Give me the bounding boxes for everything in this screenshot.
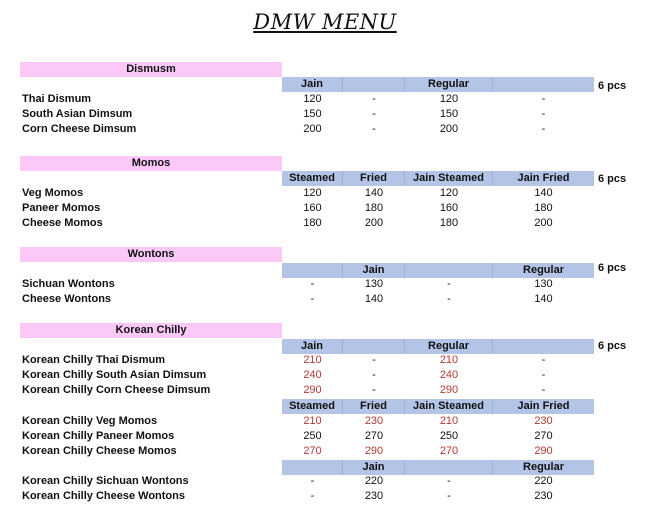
price-cell: 270 (534, 430, 553, 442)
price-cell: - (372, 354, 376, 366)
column-header-cell: Steamed (282, 399, 343, 414)
column-header-cell: Regular (523, 461, 564, 473)
column-header-cell (282, 263, 343, 278)
column-header-cell: Fried (343, 399, 405, 414)
price-cell: 220 (364, 475, 384, 487)
price-cell: 150 (303, 108, 322, 120)
price-cell: 270 (303, 445, 322, 457)
price-cell: - (447, 475, 451, 487)
column-header-cell: Jain (282, 77, 343, 92)
price-cell: - (310, 278, 315, 290)
price-cell: 140 (364, 187, 384, 199)
price-cell: 250 (303, 430, 322, 442)
price-cell: 180 (364, 202, 384, 214)
column-header-cell (493, 339, 594, 354)
price-cell: - (372, 108, 376, 120)
column-header-cell (405, 263, 493, 278)
price-cell: - (447, 490, 451, 502)
price-cell: 200 (364, 217, 384, 229)
menu-title: DMW MENU (253, 10, 397, 34)
column-header-cell (405, 460, 493, 475)
item-name: Cheese Wontons (22, 293, 112, 305)
menu-item-row (22, 186, 594, 201)
price-cell: 140 (534, 293, 553, 305)
menu-item-row (22, 489, 594, 504)
price-cell: 130 (364, 278, 384, 290)
price-cell: 290 (303, 384, 322, 396)
price-cell: 140 (534, 187, 553, 199)
price-cell: - (372, 384, 376, 396)
menu-item-row (22, 277, 594, 292)
price-cell: 160 (303, 202, 322, 214)
item-name: South Asian Dimsum (22, 108, 133, 120)
menu-item-row (22, 368, 594, 383)
price-cell: - (447, 293, 451, 305)
price-cell: - (541, 123, 546, 135)
price-cell: 290 (534, 445, 553, 457)
price-cell: 240 (303, 369, 322, 381)
price-cell: - (372, 93, 376, 105)
menu-item-row (22, 107, 594, 122)
item-name: Korean Chilly South Asian Dimsum (22, 369, 207, 381)
price-cell: 180 (534, 202, 553, 214)
section-heading-dimsum: Dismusm (20, 62, 282, 77)
column-header-cell (343, 339, 405, 354)
section-heading-korean-chilly: Korean Chilly (20, 323, 282, 338)
menu-item-row (22, 216, 594, 231)
price-cell: 230 (534, 415, 553, 427)
column-header-cell: Jain Steamed (405, 171, 493, 186)
menu-item-row (22, 383, 594, 398)
price-cell: 230 (364, 490, 384, 502)
item-name: Korean Chilly Corn Cheese Dimsum (22, 384, 211, 396)
price-cell: 200 (303, 123, 322, 135)
item-name: Korean Chilly Paneer Momos (22, 430, 175, 442)
column-header-cell (282, 460, 343, 475)
item-name: Veg Momos (22, 187, 84, 199)
item-name: Sichuan Wontons (22, 278, 115, 290)
column-header-cell: Regular (523, 264, 564, 276)
price-cell: 120 (303, 187, 322, 199)
column-header-cell: Regular (405, 77, 493, 92)
item-name: Korean Chilly Cheese Wontons (22, 490, 185, 502)
column-header-momos (282, 171, 594, 186)
portion-label: 6 pcs (598, 340, 627, 352)
menu-item-row (22, 201, 594, 216)
column-header-wontons (282, 263, 594, 278)
column-header-korean-momos (282, 399, 594, 414)
portion-label: 6 pcs (598, 80, 627, 92)
section-heading-momos: Momos (20, 156, 282, 171)
price-cell: - (541, 369, 546, 381)
price-cell: - (372, 369, 376, 381)
price-cell: - (541, 108, 546, 120)
price-cell: 180 (439, 217, 459, 229)
menu-item-row (22, 122, 594, 137)
price-cell: 230 (534, 490, 553, 502)
item-name: Paneer Momos (22, 202, 101, 214)
column-header-cell: Jain Fried (517, 400, 570, 412)
price-cell: - (541, 93, 546, 105)
price-cell: 270 (439, 445, 459, 457)
column-header-cell: Fried (343, 171, 405, 186)
column-header-cell: Jain (343, 460, 405, 475)
menu-item-row (22, 292, 594, 307)
price-cell: 120 (439, 93, 459, 105)
portion-label: 6 pcs (598, 262, 627, 274)
price-cell: 240 (439, 369, 459, 381)
price-cell: 210 (303, 354, 322, 366)
item-name: Corn Cheese Dimsum (22, 123, 137, 135)
price-cell: 220 (534, 475, 553, 487)
price-cell: - (541, 384, 546, 396)
price-cell: 210 (303, 415, 322, 427)
price-cell: - (310, 475, 315, 487)
column-header-cell: Regular (405, 339, 493, 354)
price-cell: 210 (439, 354, 459, 366)
menu-item-row (22, 92, 594, 107)
item-name: Cheese Momos (22, 217, 103, 229)
price-cell: 290 (439, 384, 459, 396)
price-cell: 210 (439, 415, 459, 427)
price-cell: 200 (439, 123, 459, 135)
item-name: Korean Chilly Cheese Momos (22, 445, 177, 457)
menu-item-row (22, 429, 594, 444)
portion-label: 6 pcs (598, 173, 627, 185)
column-header-cell: Jain (343, 263, 405, 278)
item-name: Korean Chilly Sichuan Wontons (22, 475, 189, 487)
price-cell: 290 (364, 445, 384, 457)
price-cell: 180 (303, 217, 322, 229)
price-cell: 130 (534, 278, 553, 290)
price-cell: 120 (303, 93, 322, 105)
menu-item-row (22, 414, 594, 429)
column-header-cell: Steamed (282, 171, 343, 186)
column-header-korean-dimsum (282, 339, 594, 354)
column-header-cell: Jain (282, 339, 343, 354)
item-name: Korean Chilly Thai Dismum (22, 354, 166, 366)
price-cell: 120 (439, 187, 459, 199)
price-cell: 150 (439, 108, 459, 120)
price-cell: - (447, 278, 451, 290)
price-cell: 160 (439, 202, 459, 214)
price-cell: 140 (364, 293, 384, 305)
price-cell: 230 (364, 415, 384, 427)
column-header-dimsum (282, 77, 594, 92)
item-name: Korean Chilly Veg Momos (22, 415, 158, 427)
column-header-cell (343, 77, 405, 92)
column-header-cell: Jain Steamed (405, 399, 493, 414)
menu-item-row (22, 474, 594, 489)
price-cell: 250 (439, 430, 459, 442)
section-heading-wontons: Wontons (20, 247, 282, 262)
price-cell: 270 (364, 430, 384, 442)
menu-item-row (22, 353, 594, 368)
price-cell: - (541, 354, 546, 366)
item-name: Thai Dismum (22, 93, 92, 105)
price-cell: 200 (534, 217, 553, 229)
menu-item-row (22, 444, 594, 459)
column-header-cell (493, 77, 594, 92)
price-cell: - (372, 123, 376, 135)
price-cell: - (310, 490, 315, 502)
column-header-korean-wontons (282, 460, 594, 475)
column-header-cell: Jain Fried (517, 172, 570, 184)
price-cell: - (310, 293, 315, 305)
